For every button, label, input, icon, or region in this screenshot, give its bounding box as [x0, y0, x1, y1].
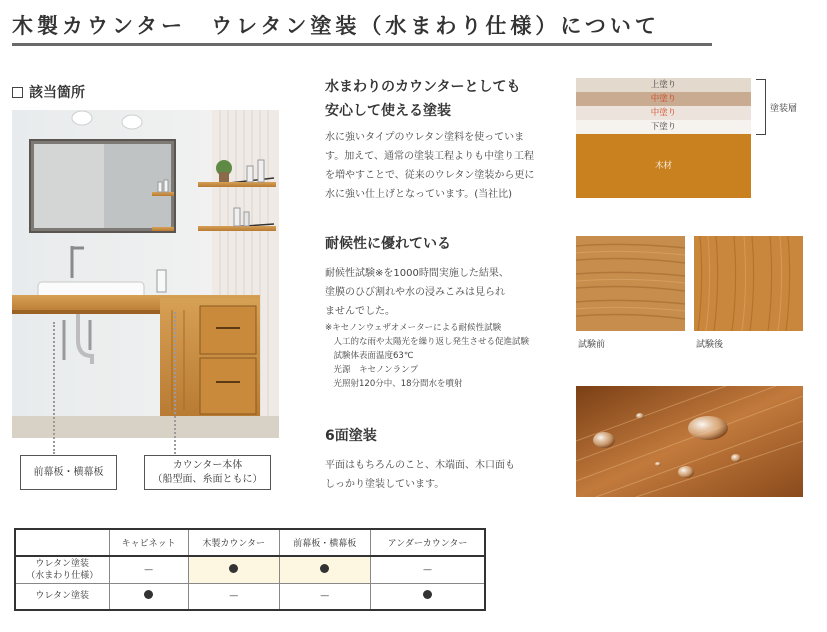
table-row-header [15, 556, 109, 583]
table-header-row [15, 529, 485, 556]
table-column-header: 前幕板・横幕板 [279, 529, 370, 556]
feature-3-body-line: しっかり塗装しています。 [325, 479, 445, 490]
feature-2-note-line: 試験体表面温度63℃ [325, 351, 414, 361]
table-cell: — [370, 556, 485, 583]
bullet-mark-icon [144, 590, 153, 599]
layer-middle-coat-2 [576, 106, 751, 120]
feature-1-body-line: を増やすことで、従来のウレタン塗装から更に [325, 170, 535, 181]
feature-1-heading [325, 75, 520, 123]
row-header-line: （水まわり仕様） [26, 570, 99, 581]
feature-2-body-line: 耐候性試験※を1000時間実施した結果、 [325, 268, 509, 279]
section-label-text: 該当箇所 [29, 85, 85, 101]
layer-label: 上塗り [650, 80, 677, 90]
layer-top-coat [576, 78, 751, 92]
front-panel-leader-line [53, 322, 55, 454]
row-header-line: ウレタン塗装 [35, 558, 90, 569]
water-beads-illustration [576, 386, 803, 497]
sample-after-image [694, 236, 803, 331]
wood-label: 木材 [654, 161, 672, 171]
layer-wood [576, 134, 751, 198]
table-cell: — [188, 583, 279, 610]
table-row [15, 583, 485, 610]
table-row [15, 556, 485, 583]
feature-1-body-line: 水に強い仕上げとなっています。(当社比) [325, 189, 513, 200]
table-column-header: アンダーカウンター [370, 529, 485, 556]
callout-front-panel [20, 455, 117, 490]
row-header-line: ウレタン塗装 [35, 591, 90, 602]
feature-1-heading-line: 水まわりのカウンターとしても [325, 79, 521, 95]
feature-2-note-line: 光源 キセノンランプ [325, 365, 419, 375]
sample-before-image [576, 236, 685, 331]
table-cell: — [279, 583, 370, 610]
feature-3-heading-line: 6面塗装 [325, 428, 377, 444]
table-cell [279, 556, 370, 583]
bullet-mark-icon [320, 564, 329, 573]
counter-body-leader-line [174, 312, 176, 454]
table-cell: — [109, 556, 188, 583]
page-title: 木製カウンター ウレタン塗装（水まわり仕様）について [12, 14, 660, 38]
feature-2-body-line: ませんでした。 [325, 306, 395, 317]
callout-counter-body [144, 455, 271, 490]
layer-label: 下塗り [650, 122, 677, 132]
table-column-header: キャビネット [109, 529, 188, 556]
layer-label: 中塗り [650, 94, 677, 104]
feature-1-body [325, 128, 534, 204]
bullet-mark-icon [423, 590, 432, 599]
feature-2-note-line: 光照射120分中、18分間水を噴射 [325, 379, 463, 389]
layers-bracket [756, 79, 766, 135]
feature-2-heading-line: 耐候性に優れている [325, 236, 451, 252]
table-cell [188, 556, 279, 583]
table-row-header [15, 583, 109, 610]
layers-bracket-label: 塗装層 [770, 104, 798, 114]
sample-before-label: 試験前 [578, 340, 606, 350]
callout-counter-body-line1: カウンター本体 [172, 460, 243, 471]
table-cell [109, 583, 188, 610]
feature-2-note-line: ※キセノンウェザオメーターによる耐候性試験 [325, 323, 502, 333]
feature-1-body-line: 水に強いタイプのウレタン塗料を使っていま [325, 132, 525, 143]
feature-3-body-line: 平面はもちろんのこと、木端面、木口面も [325, 460, 515, 471]
feature-2-note-line: 人工的な雨や太陽光を繰り返し発生させる促進試験 [325, 337, 530, 347]
table-cell [370, 583, 485, 610]
callout-counter-body-line2: （船型面、糸面ともに） [152, 474, 263, 485]
section-label [12, 82, 85, 102]
bullet-mark-icon [229, 564, 238, 573]
wood-grain-before [576, 236, 685, 331]
water-beads-photo [576, 386, 803, 497]
feature-2-heading [325, 232, 451, 256]
title-underline [12, 43, 712, 46]
wood-grain-after [694, 236, 803, 331]
feature-3-heading [325, 424, 377, 448]
callout-front-panel-text: 前幕板・横幕板 [33, 467, 104, 478]
sample-after-label: 試験後 [696, 340, 724, 350]
checkbox-square-icon [12, 87, 23, 98]
layer-label: 中塗り [650, 108, 677, 118]
feature-2-note [325, 321, 529, 391]
feature-3-body [325, 456, 515, 494]
feature-2-body-line: 塗膜のひび割れや水の浸みこみは見られ [325, 287, 505, 298]
feature-2-body [325, 264, 509, 321]
feature-1-body-line: す。加えて、通常の塗装工程よりも中塗り工程 [325, 151, 534, 162]
spec-table [14, 528, 486, 611]
feature-1-heading-line: 安心して使える塗装 [325, 103, 451, 119]
layer-middle-coat-1 [576, 92, 751, 106]
table-corner-cell [15, 529, 109, 556]
layer-under-coat [576, 120, 751, 134]
table-column-header: 木製カウンター [188, 529, 279, 556]
